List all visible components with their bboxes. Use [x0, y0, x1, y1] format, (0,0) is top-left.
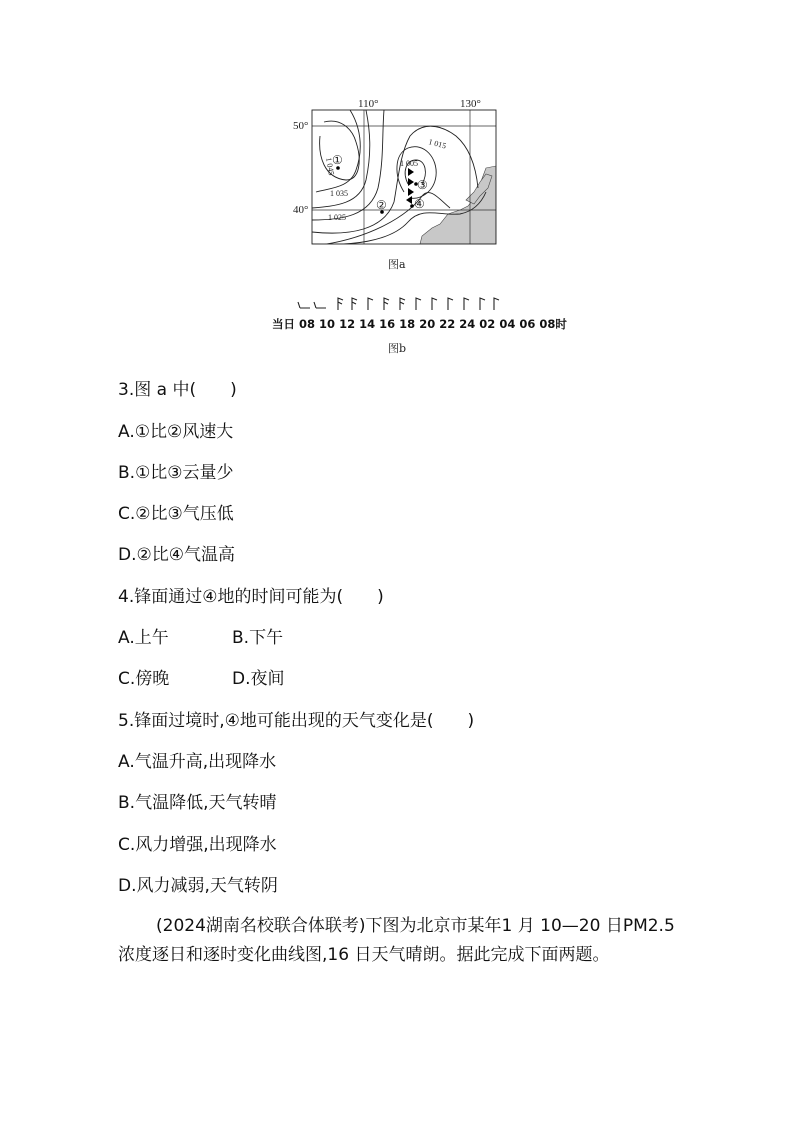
q3-option-a[interactable]: A.①比②风速大 [118, 422, 234, 442]
q4-option-d[interactable]: D.夜间 [232, 669, 285, 689]
lon-label-110: 110° [358, 98, 379, 110]
q5-stem: 5.锋面过境时,④地可能出现的天气变化是( ) [118, 711, 475, 731]
q3-option-c[interactable]: C.②比③气压低 [118, 504, 234, 524]
q4-option-a[interactable]: A.上午 [118, 628, 169, 648]
hour-16: 16 [379, 317, 396, 331]
hour-22: 22 [439, 317, 456, 331]
q5-option-a[interactable]: A.气温升高,出现降水 [118, 752, 277, 772]
hour-20: 20 [419, 317, 436, 331]
figure-b-caption: 图b [388, 342, 407, 355]
hour-10: 10 [319, 317, 336, 331]
intro-text: (2024湖南名校联合体联考)下图为北京市某年1 月 10—20 日PM2.5浓度逐日和逐时变化曲线图,16 日天气晴朗。据此完成下面两题。 [118, 916, 675, 965]
q5-option-b[interactable]: B.气温降低,天气转晴 [118, 793, 277, 813]
hour-24: 24 [459, 317, 476, 331]
point-4-label: ④ [414, 197, 425, 211]
isobar-label-1005: 1 005 [400, 159, 418, 168]
hour-18: 18 [399, 317, 416, 331]
hour-08: 08 [299, 317, 316, 331]
q4-option-b[interactable]: B.下午 [232, 628, 284, 648]
q5-option-d[interactable]: D.风力减弱,天气转阴 [118, 876, 278, 896]
figure-a-caption: 图a [388, 258, 406, 271]
q3-option-d[interactable]: D.②比④气温高 [118, 545, 235, 565]
time-axis [272, 316, 567, 332]
q4-stem: 4.锋面通过④地的时间可能为( ) [118, 587, 384, 607]
hour-14: 14 [359, 317, 376, 331]
isobar-label-1025: 1 025 [328, 213, 346, 222]
intro-paragraph [118, 912, 678, 970]
q4-option-c[interactable]: C.傍晚 [118, 669, 170, 689]
point-1-label: ① [332, 153, 343, 167]
lat-label-40: 40° [293, 204, 309, 216]
q5-option-c[interactable]: C.风力增强,出现降水 [118, 835, 277, 855]
hour-02: 02 [479, 317, 496, 331]
hour-08-next: 08 [539, 317, 556, 331]
isobar-label-1045: 1 045 [324, 156, 337, 177]
point-2-label: ② [376, 198, 387, 212]
isobar-label-1015: 1 015 [427, 137, 448, 151]
point-3-label: ③ [417, 178, 428, 192]
hour-12: 12 [339, 317, 356, 331]
lon-label-130: 130° [460, 98, 481, 110]
hour-06: 06 [519, 317, 536, 331]
time-prefix: 当日 [272, 317, 295, 331]
weather-map-figure-a [290, 96, 510, 256]
time-suffix: 时 [555, 317, 567, 331]
wind-barbs-figure-b [296, 294, 506, 316]
hour-04: 04 [499, 317, 516, 331]
q3-option-b[interactable]: B.①比③云量少 [118, 463, 234, 483]
isobar-label-1035: 1 035 [330, 189, 348, 198]
lat-label-50: 50° [293, 120, 309, 132]
q3-stem: 3.图 a 中( ) [118, 380, 237, 400]
